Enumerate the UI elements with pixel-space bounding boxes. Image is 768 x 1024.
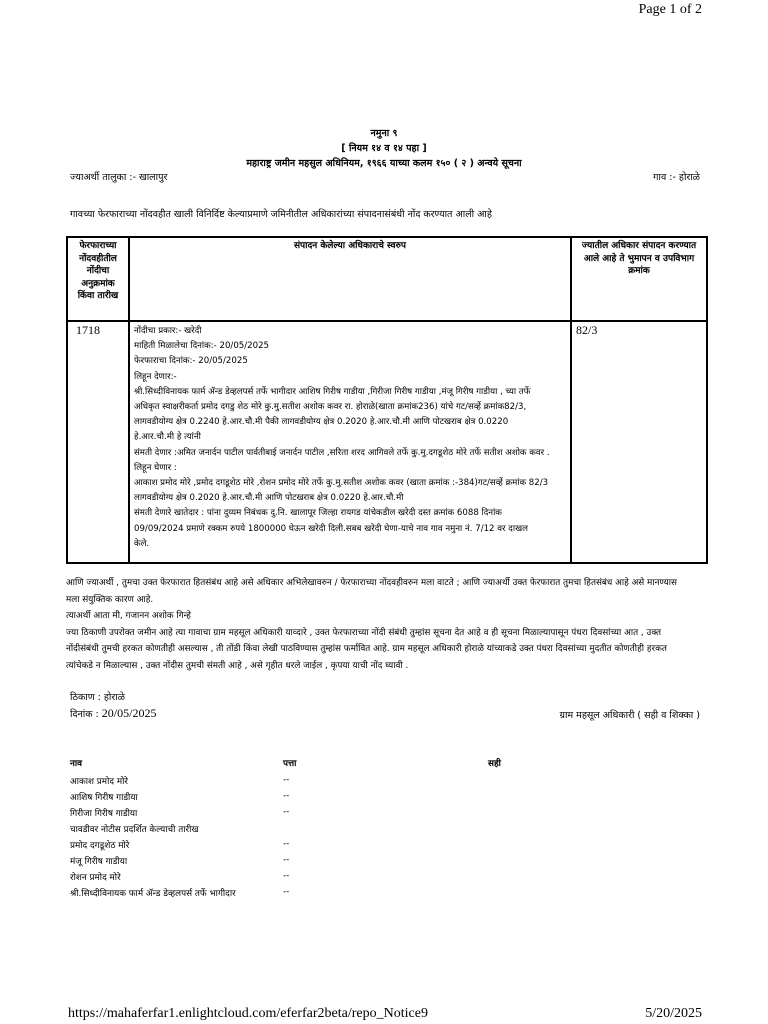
line-buyer-2: लागवडीयोग्य क्षेत्र 0.2020 हे.आर.चौ.मी आणि पोटखराब क्षेत्र 0.0220 हे.आर.चौ.मी <box>134 493 404 504</box>
line-seller-2: अधिकृत स्वाक्षरीकर्ता प्रमोद दगडु शेठ मोरे कु.मु.सतीश अशोक कवर रा. होराळे(खाता क्रमांक236) यांचे गट/सर्व्हे क्रमांक82/3, <box>134 402 527 413</box>
para-line-4: ज्या ठिकाणी उपरोक्त जमीन आहे त्या गावाचा ग्राम महसूल अधिकारी याव्दारे , उक्त फेरफाराच्या नोंदी संबंधी तुम्हांस सूचना देत आहे व ही सूचना मिळाल्यापासून पंधरा दिवसांच्या आत , उक्त <box>66 627 662 638</box>
mutation-table-header <box>67 237 707 321</box>
para-line-2: मला संयुक्तिक कारण आहे. <box>66 594 154 605</box>
line-deed-1: संमती देणारे खातेदार : पांना दुय्यम निबंधक दु.नि. खालापूर जिल्हा रायगड यांचेकडील खरेदी दस्त क्रमांक 6088 दिनांक <box>134 508 502 519</box>
person-name: आशिष गिरीष गाडीया <box>70 793 138 803</box>
description-lines <box>134 324 566 552</box>
taluka-label: ज्याअर्थी तालुका :- खालापुर <box>70 172 168 183</box>
para-line-3: त्याअर्थी आता मी, गजानन अशोक गिन्हे <box>66 611 191 621</box>
line-buyer-1: आकाश प्रमोद मोरे ,प्रमोद दगडूशेठ मोरे ,रोशन प्रमोद मोरे तर्फे कु.मु.सतीश अशोक कवर (खाता क्रमांक :-384)गट/सर्व्हे क्रमांक 82/3 <box>134 478 549 489</box>
header-rights-nature: संपादन केलेल्या अधिकाराचे स्वरुप <box>129 237 571 321</box>
date-value: 20/05/2025 <box>101 706 157 720</box>
person-address: -- <box>283 775 290 785</box>
header-survey-number: ज्यातील अधिकार संपादन करण्यात आले आहे ते भुमापन व उपविभाग क्रमांक <box>571 237 707 321</box>
person-name: गिरीजा गिरीष गाडीया <box>70 809 138 819</box>
notice-display-date-label: चावडीवर नोटीस प्रदर्शित केल्याची तारीख <box>70 825 199 835</box>
line-consent: संमती देणार :अमित जनार्दन पाटील पार्वतीबाई जनार्दन पाटील ,सरिता शरद आगिवले तर्फे कु.मु.दगडूशेठ मोरे तर्फे सतीश अशोक कवर . <box>134 447 550 458</box>
person-address: -- <box>283 791 290 801</box>
person-address: -- <box>283 807 290 817</box>
names-table-header <box>70 757 710 775</box>
rule-reference: [ नियम १४ व १४ पहा ] <box>341 143 427 154</box>
line-seller-4: हे.आर.चौ.मी हे त्यांनी <box>134 432 201 443</box>
table-row <box>70 855 710 871</box>
footer-url[interactable]: https://mahaferfar1.enlightcloud.com/eferfar2beta/repo_Notice9 <box>68 1006 428 1021</box>
names-table <box>70 757 710 903</box>
person-name: श्री.सिध्दीविनायक फार्म ॲन्ड डेव्हलपर्स तर्फे भागीदार <box>70 889 236 899</box>
para-line-6: त्यांचेकडे न मिळाल्यास , उक्त नोंदीस तुमची संमती आहे , असे गृहीत धरले जाईल , कृपया याची नोंद घ्यावी . <box>66 660 409 671</box>
table-row <box>70 775 710 791</box>
header-entry-number: फेरफाराच्या नोंदवहीतील नोंदीचा अनुक्रमांक किंवा तारीख <box>67 237 129 321</box>
line-seller-3: लागवडीयोग्य क्षेत्र 0.2240 हे.आर.चौ.मी पैकी लागवडीयोग्य क्षेत्र 0.2020 हे.आर.चौ.मी आणि पोटखराब क्षेत्र 0.0220 <box>134 417 509 428</box>
person-name: प्रमोद दगडूशेठ मोरे <box>70 841 130 851</box>
line-type: नोंदीचा प्रकार:- खरेदी <box>134 326 202 336</box>
mutation-table <box>66 236 708 564</box>
header-address: पत्ता <box>283 759 297 769</box>
act-reference: महाराष्ट्र जमीन महसुल अधिनियम, १९६६ याच्या कलम १५० ( २ ) अन्वये सूचना <box>246 158 522 169</box>
table-row <box>70 791 710 807</box>
footer-date: 5/20/2025 <box>645 1006 702 1021</box>
person-address: -- <box>283 839 290 849</box>
header-signature: सही <box>488 759 501 769</box>
notice-paragraph <box>66 575 716 674</box>
line-deed-2: 09/09/2024 प्रमाणे रक्कम रुपये 1800000 घेऊन खरेदी दिली.सबब खरेदी घेणा-याचे नाव गाव नमुना नं. 7/12 वर दाखल <box>134 523 528 534</box>
date-label: दिनांक : <box>70 709 99 720</box>
person-address: -- <box>283 855 290 865</box>
date-field <box>70 706 156 721</box>
person-name: आकाश प्रमोद मोरे <box>70 777 128 787</box>
line-buyer-label: लिहून घेणार : <box>134 462 177 473</box>
table-row <box>67 321 707 563</box>
person-name: रोशन प्रमोद मोरे <box>70 873 121 883</box>
signature-label: ग्राम महसूल अधिकारी ( सही व शिक्का ) <box>559 710 700 721</box>
table-row <box>70 807 710 823</box>
document-header <box>0 126 768 171</box>
intro-text: गावच्या फेरफाराच्या नोंदवहीत खाली विनिर्दिष्ट केल्याप्रमाणे जमिनीतील अधिकारांच्या संपादनासंबंधी नोंद करण्यात आली आहे <box>70 209 492 220</box>
line-seller-1: श्री.सिध्दीविनायक फार्म ॲन्ड डेव्हलपर्स तर्फे भागीदार आशिष गिरीष गाडीया ,गिरीजा गिरीष गाडीया ,मंजू गिरीष गाडीया , च्या तर्फे <box>134 386 531 397</box>
rights-description <box>129 321 571 563</box>
person-address: -- <box>283 871 290 881</box>
place-label: ठिकाण : होराळे <box>70 692 125 703</box>
para-line-1: आणि ज्याअर्थी , तुमचा उक्त फेरफारात हितसंबंध आहे असे अधिकार अभिलेखावरुन / फेरफाराच्या नोंदवहीवरुन मला वाटते ; आणि ज्याअर्थी उक्त फेरफारात तुमचा हितसंबंध आहे असे मानण्यास <box>66 578 677 588</box>
line-seller-label: लिहून देणार:- <box>134 371 177 382</box>
line-mutation-date: फेरफाराचा दिनांक:- 20/05/2025 <box>134 356 248 367</box>
table-row <box>70 839 710 855</box>
para-line-5: नोंदीसंबंधी तुमची हरकत कोणतीही असल्यास , ती तोंडी किंवा लेखी पाठविण्यास तुम्हांस फर्मावित आहे. ग्राम महसूल अधिकारी होराळे यांच्याकडे उक्त पंधरा दिवसांच्या मुदतीत कोणतीही हरकत <box>66 644 667 654</box>
header-name: नाव <box>70 759 83 769</box>
page-number: Page 1 of 2 <box>638 2 702 17</box>
table-row <box>70 887 710 903</box>
line-deed-3: केले. <box>134 538 150 549</box>
person-address: -- <box>283 887 290 897</box>
entry-number: 1718 <box>67 321 129 563</box>
person-name: मंजू गिरीष गाडीया <box>70 857 128 867</box>
table-row <box>70 871 710 887</box>
village-label: गाव :- होराळे <box>653 172 700 183</box>
line-info-date: माहिती मिळालेचा दिनांक:- 20/05/2025 <box>134 341 270 352</box>
survey-number: 82/3 <box>571 321 707 563</box>
table-row <box>70 823 710 839</box>
form-number: नमुना ९ <box>370 128 398 139</box>
